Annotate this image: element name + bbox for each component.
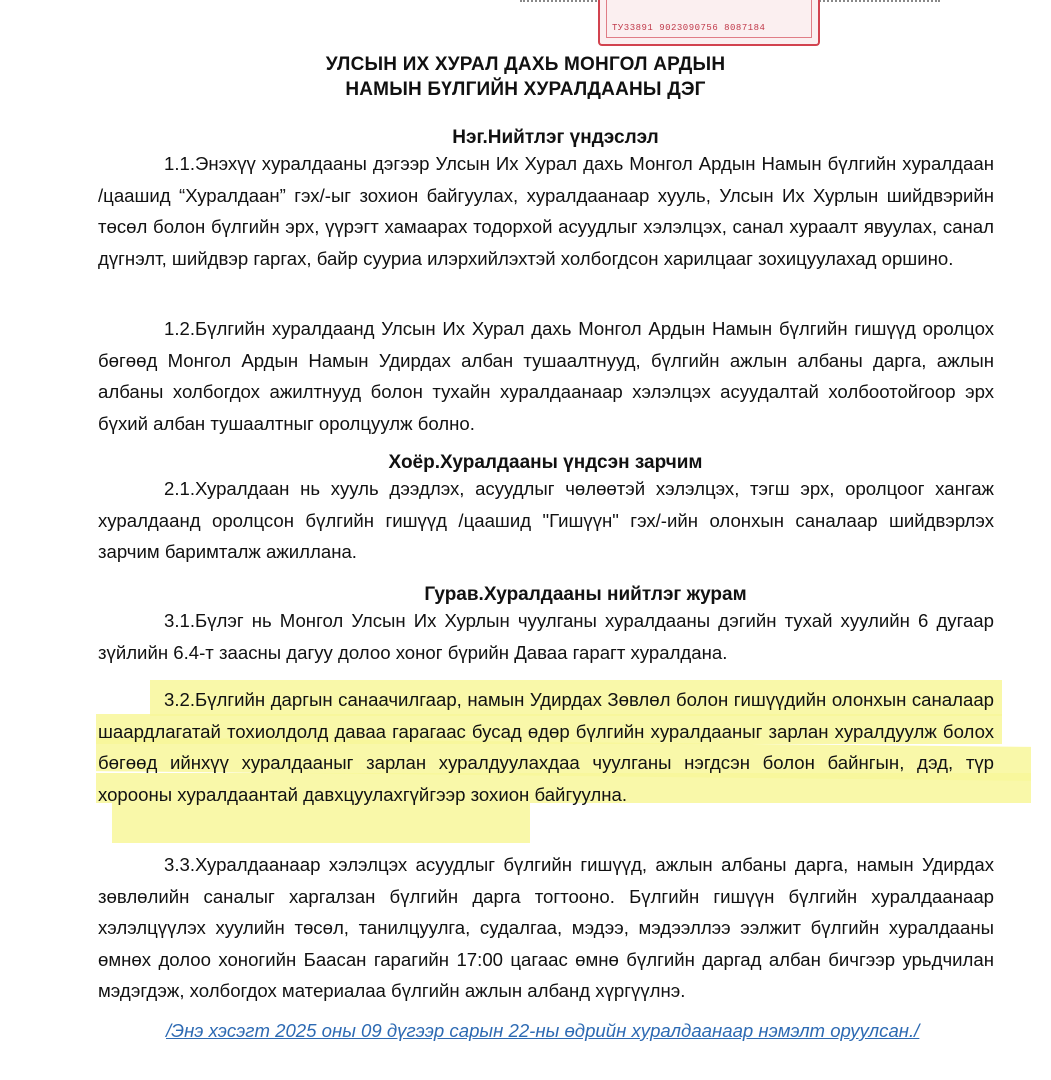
paragraph-3-3-text: 3.3.Хуралдаанаар хэлэлцэх асуудлыг бүлгийн гишүүд, ажлын албаны дарга, намын Удирдах зөвлөлийн саналыг харгалзан бүлгийн дарга тогтооно. Бүлгийн гишүүн бүлгийн хуралдаанаар хэлэлцүүлэх хуулийн төсөл, танилцуулга, судалгаа, мэдээ, мэдээллээ ээлжит бүлгийн хуралдааны өмнөх долоо хоногийн Баасан гарагийн 17:00 цагаас өмнө бүлгийн даргад албан бичгээр урьдчилан мэдэгдэж, холбогдох материалаа бүлгийн ажлын албанд хүргүүлнэ. [98, 854, 994, 1001]
paragraph-3-1 [98, 605, 994, 668]
section-1-heading: Нэг.Нийтлэг үндэслэл [452, 127, 659, 148]
paragraph-2-1 [98, 473, 994, 568]
section-2-heading: Хоёр.Хуралдааны үндсэн зарчим [388, 452, 703, 473]
document-title-line-2: НАМЫН БҮЛГИЙН ХУРАЛДААНЫ ДЭГ [345, 79, 706, 100]
paragraph-3-3 [98, 849, 994, 1007]
amendment-note-text: /Энэ хэсэгт 2025 оны 09 дүгээр сарын 22-ны өдрийн хуралдаанаар нэмэлт оруулсан./ [166, 1020, 920, 1041]
paragraph-1-1-text: 1.1.Энэхүү хуралдааны дэгээр Улсын Их Хурал дахь Монгол Ардын Намын бүлгийн хуралдаан /цаашид “Хуралдаан” гэх/-ыг зохион байгуулах, хуралдаанаар хууль, Улсын Их Хурлын шийдвэрийн төсөл болон бүлгийн эрх, үүрэгт хамаарах тодорхой асуудлыг хэлэлцэх, санал хураалт явуулах, санал дүгнэлт, шийдвэр гаргах, байр сууриа илэрхийлэхтэй холбогдсон харилцааг зохицуулахад оршино. [98, 153, 994, 269]
official-stamp [598, 0, 820, 46]
section-3-heading: Гурав.Хуралдааны нийтлэг журам [424, 584, 747, 605]
amendment-note [98, 1015, 994, 1047]
stamp-text: ТУ33891 9023090756 8087184 [612, 23, 766, 33]
paragraph-3-1-text: 3.1.Бүлэг нь Монгол Улсын Их Хурлын чуулганы хуралдааны дэгийн тухай хуулийн 6 дугаар зүйлийн 6.4-т заасны дагуу долоо хоног бүрийн Даваа гарагт хуралдана. [98, 610, 994, 663]
paragraph-3-2-text: 3.2.Бүлгийн даргын санаачилгаар, намын Удирдах Зөвлөл болон гишүүдийн олонхын саналаар шаардлагатай тохиолдолд даваа гарагаас бусад өдөр бүлгийн хуралдааныг зарлан хуралдуулж болох бөгөөд ийнхүү хуралдааныг зарлан хуралдуулахдаа чуулганы нэгдсэн болон байнгын, дэд, түр хорооны хуралдаантай давхцуулахгүйгээр зохион байгуулна. [98, 689, 994, 805]
document-title-line-1: УЛСЫН ИХ ХУРАЛ ДАХЬ МОНГОЛ АРДЫН [325, 54, 726, 75]
paragraph-1-2-text: 1.2.Бүлгийн хуралдаанд Улсын Их Хурал дахь Монгол Ардын Намын бүлгийн гишүүд оролцох бөгөөд Монгол Ардын Намын Удирдах албан тушаалтнууд, бүлгийн ажлын албаны дарга, ажлын албаны холбогдох ажилтнууд болон тухайн хуралдаанаар хэлэлцэх асуудалтай холбоотойгоор эрх бүхий албан тушаалтныг оролцуулж болно. [98, 318, 994, 434]
paragraph-2-1-text: 2.1.Хуралдаан нь хууль дээдлэх, асуудлыг чөлөөтэй хэлэлцэх, тэгш эрх, оролцоог хангаж хуралдаанд оролцсон бүлгийн гишүүд /цаашид "Гишүүн" гэх/-ийн олонхын саналаар шийдвэрлэх зарчим баримталж ажиллана. [98, 478, 994, 562]
paragraph-1-2 [98, 313, 994, 439]
paragraph-3-2 [98, 684, 994, 810]
paragraph-1-1 [98, 148, 994, 274]
